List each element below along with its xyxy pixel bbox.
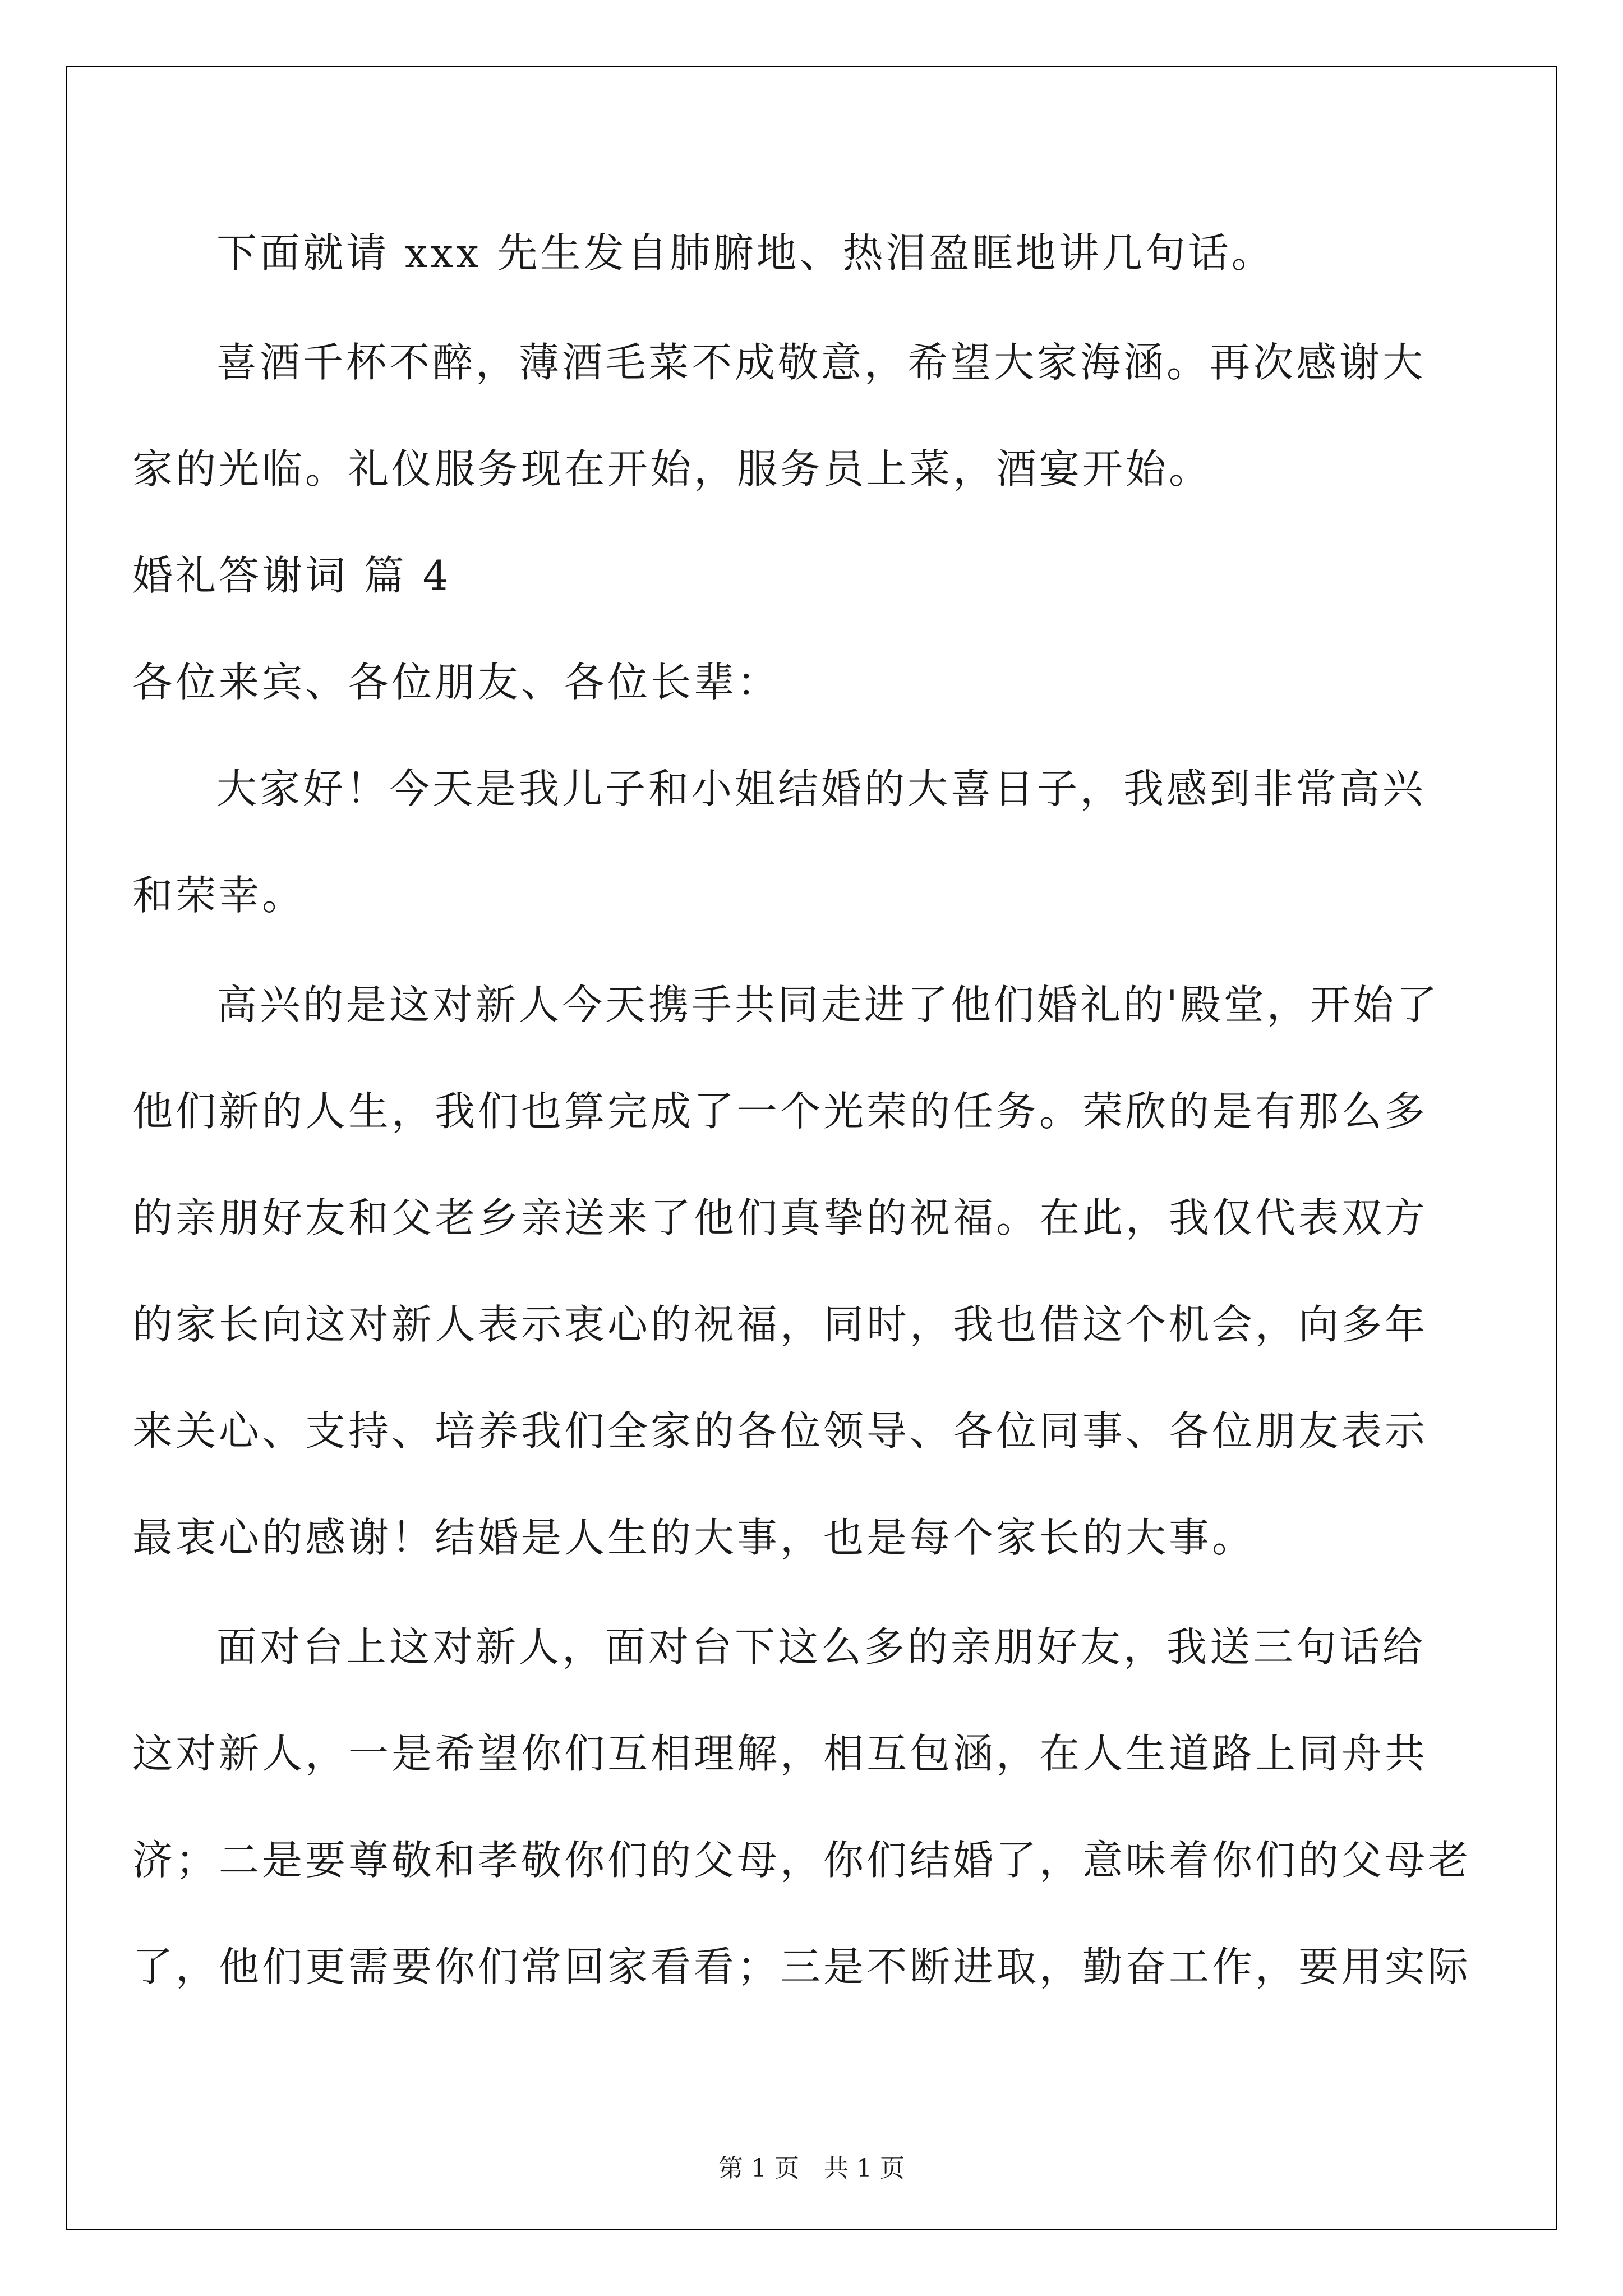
paragraph-line: 来关心、支持、培养我们全家的各位领导、各位同事、各位朋友表示 xyxy=(132,1407,1428,1455)
section-heading: 婚礼答谢词 篇 4 xyxy=(132,552,451,599)
paragraph-line: 济；二是要尊敬和孝敬你们的父母，你们结婚了，意味着你们的父母老 xyxy=(132,1837,1472,1884)
paragraph-line: 了，他们更需要你们常回家看看；三是不断进取，勤奋工作，要用实际 xyxy=(132,1943,1472,1990)
paragraph-line: 和荣幸。 xyxy=(132,872,306,919)
page-number-footer: 第 1 页 共 1 页 xyxy=(718,2154,905,2183)
paragraph-line: 喜酒千杯不醉，薄酒毛菜不成敬意，希望大家海涵。再次感谢大 xyxy=(216,339,1426,386)
paragraph-line: 高兴的是这对新人今天携手共同走进了他们婚礼的'殿堂，开始了 xyxy=(216,981,1440,1028)
page-border xyxy=(66,66,1557,2230)
paragraph-line: 家的光临。礼仪服务现在开始，服务员上菜，酒宴开始。 xyxy=(132,445,1212,493)
paragraph-line: 的亲朋好友和父老乡亲送来了他们真挚的祝福。在此，我仅代表双方 xyxy=(132,1194,1428,1241)
salutation-line: 各位来宾、各位朋友、各位长辈： xyxy=(132,659,781,706)
paragraph-line: 最衷心的感谢！结婚是人生的大事，也是每个家长的大事。 xyxy=(132,1514,1256,1561)
paragraph-line: 这对新人，一是希望你们互相理解，相互包涵，在人生道路上同舟共 xyxy=(132,1730,1428,1777)
paragraph-line: 他们新的人生，我们也算完成了一个光荣的任务。荣欣的是有那么多 xyxy=(132,1088,1428,1135)
paragraph-line: 大家好！今天是我儿子和小姐结婚的大喜日子，我感到非常高兴 xyxy=(216,765,1426,812)
paragraph-line: 面对台上这对新人，面对台下这么多的亲朋好友，我送三句话给 xyxy=(216,1623,1426,1671)
paragraph-line: 的家长向这对新人表示衷心的祝福，同时，我也借这个机会，向多年 xyxy=(132,1301,1428,1348)
paragraph-line: 下面就请 xxx 先生发自肺腑地、热泪盈眶地讲几句话。 xyxy=(216,229,1275,277)
